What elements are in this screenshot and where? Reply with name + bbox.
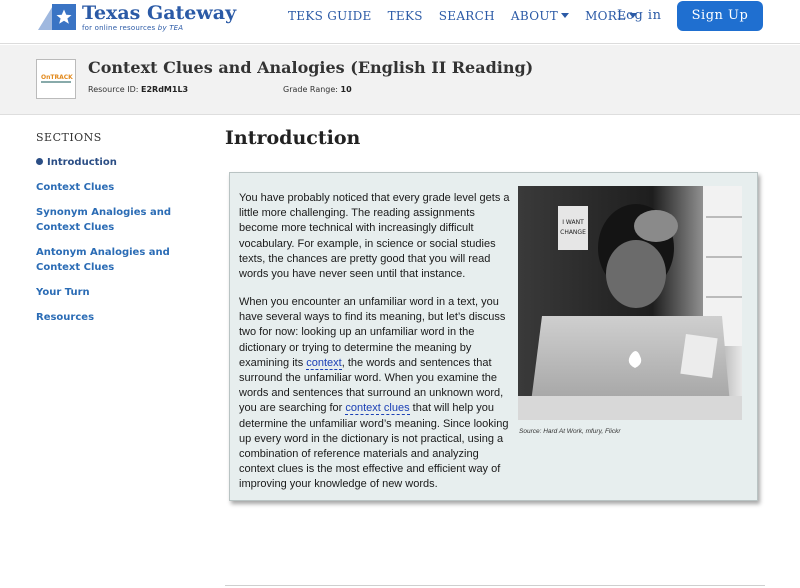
grade-range: Grade Range: 10 bbox=[283, 85, 352, 94]
texas-gateway-logo[interactable] bbox=[38, 2, 238, 36]
svg-text:I WANT: I WANT bbox=[562, 219, 584, 226]
sidebar-item-antonym-analogies[interactable]: Antonym Analogies and Context Clues bbox=[36, 247, 170, 273]
chevron-down-icon bbox=[561, 13, 569, 18]
ontrack-logo bbox=[36, 59, 76, 99]
sidebar-item-context-clues[interactable]: Context Clues bbox=[36, 182, 115, 193]
sidebar-item-your-turn[interactable]: Your Turn bbox=[36, 287, 90, 298]
resource-id: Resource ID: E2RdM1L3 bbox=[88, 85, 189, 94]
login-link[interactable]: Log in bbox=[617, 8, 662, 23]
active-dot-icon bbox=[36, 158, 43, 165]
nav-more[interactable]: MORE bbox=[585, 9, 637, 25]
main-nav bbox=[288, 9, 653, 25]
resource-header bbox=[0, 45, 800, 115]
context-glossary-link[interactable]: context bbox=[306, 356, 342, 369]
intro-paragraph-1: You have probably noticed that every grade level gets a little more challenging. The reading assignments become more technical with increasingly difficult vocabulary. For example, in science or social studies texts, the chances are pretty good that you will read words you have never seen until that instance. bbox=[239, 192, 510, 281]
nav-teks[interactable]: TEKS bbox=[387, 9, 423, 23]
sidebar-item-synonym-analogies[interactable]: Synonym Analogies and Context Clues bbox=[36, 207, 171, 233]
intro-paragraph-2: When you encounter an unfamiliar word in a text, you have several ways to find its meaning, but let’s discuss two for now: looking up an unfamiliar word in the dictionary or trying to determine the meaning by examining its context, the words and sentences that surround the unfamiliar word. When you examine the words and sentences that surround an unknown word, you are searching for context clues that will help you determine the unfamiliar word’s meaning. Since looking up every word in the dictionary is not practical, using a combination of reference materials and analyzing context clues is the most effective and efficient way of improving your knowledge of new words. bbox=[239, 296, 509, 491]
logo-tagline: for online resources by TEA bbox=[82, 24, 184, 32]
sidebar-item-resources[interactable]: Resources bbox=[36, 312, 95, 323]
top-navigation-bar bbox=[0, 0, 800, 44]
resource-title: Context Clues and Analogies (English II Reading) bbox=[88, 58, 534, 77]
svg-text:CHANGE: CHANGE bbox=[560, 229, 586, 236]
nav-search[interactable]: SEARCH bbox=[438, 9, 495, 23]
star-icon bbox=[52, 4, 76, 30]
section-title: Introduction bbox=[225, 127, 361, 149]
signup-button[interactable]: Sign Up bbox=[677, 1, 763, 31]
student-photo bbox=[518, 186, 742, 420]
ontrack-logo-text: OnTRACK bbox=[41, 74, 73, 81]
content-card bbox=[229, 172, 758, 501]
context-clues-glossary-link[interactable]: context clues bbox=[345, 402, 410, 415]
nav-teks-guide[interactable]: TEKS GUIDE bbox=[288, 9, 372, 23]
nav-about[interactable]: ABOUT bbox=[511, 9, 569, 25]
logo-name: Texas Gateway bbox=[82, 2, 237, 24]
photo-caption: Source: Hard At Work, mfury, Flickr bbox=[519, 428, 621, 435]
bottom-divider bbox=[225, 585, 765, 586]
sidebar-item-introduction[interactable]: Introduction bbox=[36, 155, 211, 170]
sections-heading: SECTIONS bbox=[36, 131, 102, 144]
logo-underline bbox=[41, 81, 71, 83]
